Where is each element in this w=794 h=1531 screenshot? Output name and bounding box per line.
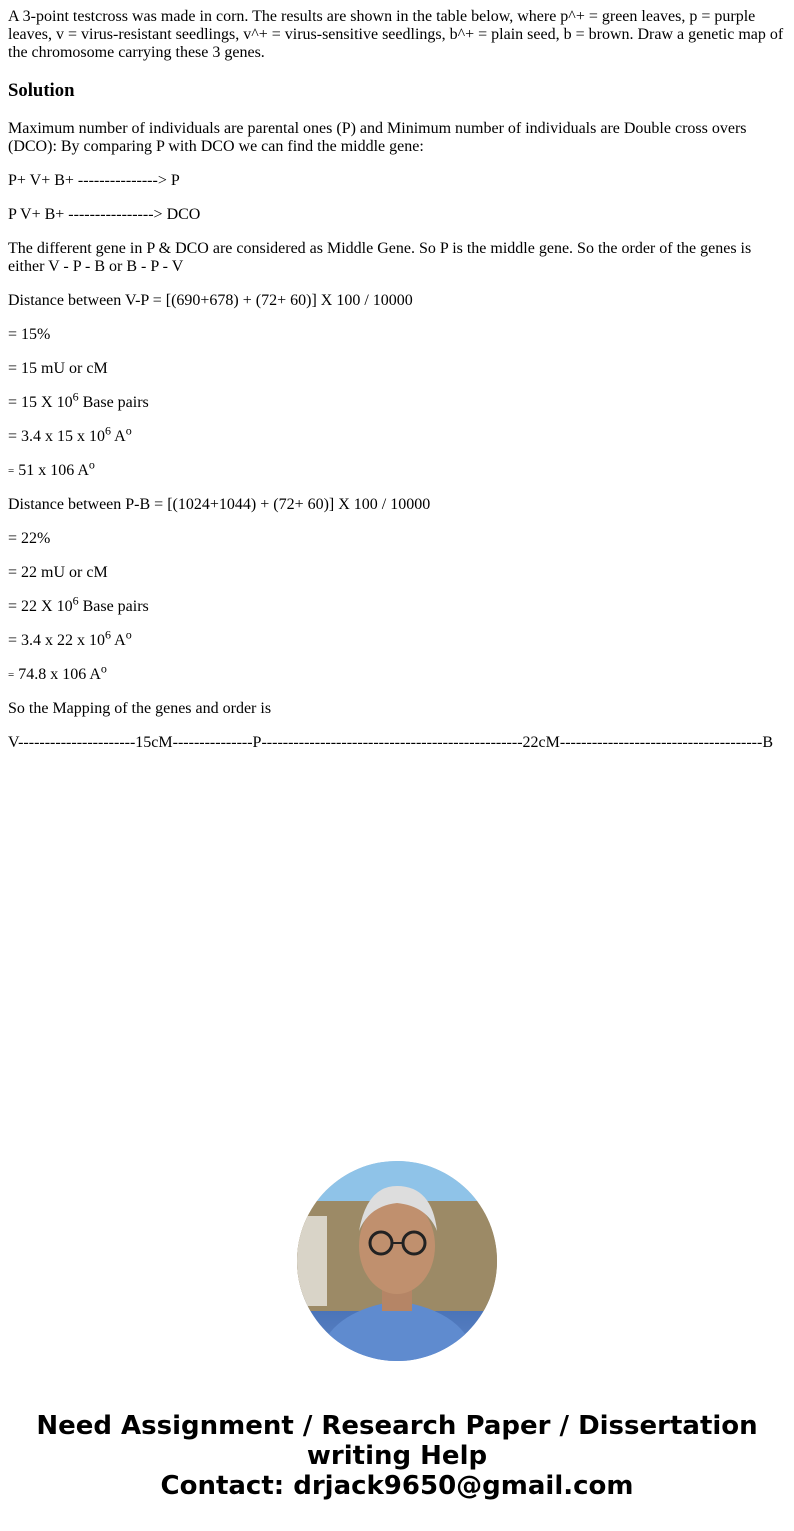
- author-avatar: [297, 1161, 497, 1361]
- text: 74.8 x 106 A: [14, 666, 101, 683]
- text: A: [111, 632, 126, 649]
- parental-line: P+ V+ B+ ---------------> P: [8, 172, 180, 189]
- equals: =: [8, 465, 15, 477]
- pb-base-pairs: [8, 593, 786, 616]
- footer-line-1: Need Assignment / Research Paper / Dissertation: [36, 1411, 758, 1441]
- vp-percent: = 15%: [8, 326, 51, 343]
- vp-base-pairs: [8, 389, 786, 412]
- degree: o: [88, 457, 95, 472]
- gene-map: V----------------------15cM---------------P-------------------------------------------------22cM--------------------------------------B: [8, 734, 773, 751]
- exponent: 6: [105, 423, 112, 438]
- text: = 22 X 10: [8, 598, 73, 615]
- middle-gene-text: The different gene in P & DCO are considered as Middle Gene. So P is the middle gene. So the order of the genes is either V - P - B or B - P - V: [8, 240, 752, 275]
- text: Base pairs: [78, 598, 149, 615]
- footer-contact: Contact: drjack9650@gmail.com: [160, 1471, 634, 1501]
- equals: =: [8, 669, 15, 681]
- text: = 3.4 x 15 x 10: [8, 428, 106, 445]
- pb-angstrom: [8, 627, 786, 650]
- degree: o: [100, 661, 107, 676]
- footer-line-2: writing Help: [306, 1441, 488, 1471]
- text: Base pairs: [78, 394, 149, 411]
- dco-line: P V+ B+ ----------------> DCO: [8, 206, 201, 223]
- question-text: A 3-point testcross was made in corn. The results are shown in the table below, where p^+ = green leaves, p = purple leaves, v = virus-resistant seedlings, v^+ = virus-sensitive seedlings, b^+ = plain seed, b = brown. Draw a genetic map of the chromosome carrying these 3 genes.: [8, 8, 784, 61]
- degree: o: [125, 627, 132, 642]
- vp-result: [8, 457, 786, 480]
- degree: o: [125, 423, 132, 438]
- intro-text: Maximum number of individuals are parental ones (P) and Minimum number of individuals are Double cross overs (DCO): By comparing P with DCO we can find the middle gene:: [8, 120, 747, 155]
- pb-percent: = 22%: [8, 530, 51, 547]
- document-body: [0, 8, 794, 752]
- text: = 3.4 x 22 x 10: [8, 632, 106, 649]
- exponent: 6: [105, 627, 112, 642]
- vp-angstrom: [8, 423, 786, 446]
- exponent: 6: [72, 389, 79, 404]
- text: = 15 X 10: [8, 394, 73, 411]
- pb-cm: = 22 mU or cM: [8, 564, 108, 581]
- vp-cm: = 15 mU or cM: [8, 360, 108, 377]
- mapping-text: So the Mapping of the genes and order is: [8, 700, 272, 717]
- exponent: 6: [72, 593, 79, 608]
- person-photo-icon: [297, 1161, 497, 1361]
- pb-result: [8, 661, 786, 684]
- text: 51 x 106 A: [14, 462, 89, 479]
- pb-distance: Distance between P-B = [(1024+1044) + (72+ 60)] X 100 / 10000: [8, 496, 431, 513]
- solution-heading: Solution: [8, 80, 75, 101]
- footer-banner: [0, 1411, 794, 1501]
- vp-distance: Distance between V-P = [(690+678) + (72+ 60)] X 100 / 10000: [8, 292, 413, 309]
- text: A: [111, 428, 126, 445]
